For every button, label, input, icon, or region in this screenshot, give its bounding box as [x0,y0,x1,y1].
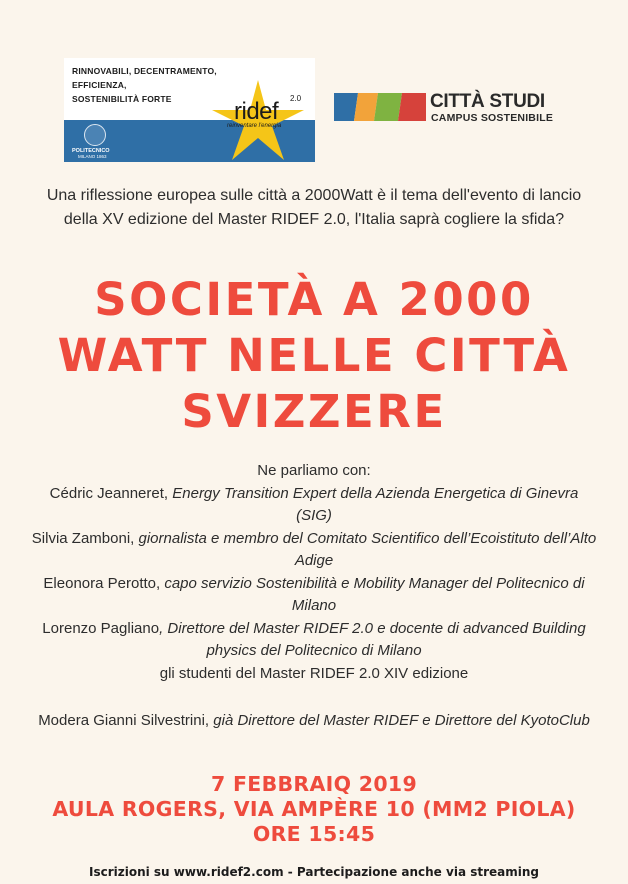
speakers-students: gli studenti del Master RIDEF 2.0 XIV edizione [159,664,469,682]
headline-line-1: SOCIETÀ A 2000 [94,273,534,326]
citta-studi-bars-icon [334,93,426,121]
speaker-name: Silvia Zamboni, [31,529,139,547]
ridef-tagline-line-1: RINNOVABILI, DECENTRAMENTO, EFFICIENZA, [72,66,217,90]
speaker-item [30,528,598,573]
citta-studi-subtitle: CAMPUS SOSTENIBILE [431,112,554,124]
speaker-item [30,573,598,618]
speaker-name: Lorenzo Pagliano [42,619,160,637]
politecnico-sub-label: MILANO 1863 [78,154,107,159]
speaker-name: Cédric Jeanneret, [49,484,173,502]
ridef-tagline-line-2: SOSTENIBILITÀ FORTE [72,94,172,104]
speaker-role: capo servizio Sostenibilità e Mobility Manager del Politecnico di Milano [164,574,585,614]
intro-text: Una riflessione europea sulle città a 2000Watt è il tema dell'evento di lancio della XV edizione del Master RIDEF 2.0, l'Italia saprà cogliere la sfida? [46,187,582,228]
ridef-subtitle: reinventare l'energia [227,123,282,129]
event-location: AULA ROGERS, VIA AMPÈRE 10 (MM2 PIOLA) [52,797,576,821]
speaker-name: Eleonora Perotto, [43,574,165,592]
speaker-role: , Direttore del Master RIDEF 2.0 e docente di advanced Building physics del Politecnico di Milano [159,619,586,659]
citta-studi-title: CITTÀ STUDI [430,91,545,112]
speakers-section [30,460,598,685]
headline [20,272,608,440]
ridef-version: 2.0 [290,94,302,103]
politecnico-label: POLITECNICO [72,148,110,154]
event-date: 7 FEBBRAIQ 2019 [210,772,418,796]
ridef-wordmark: ridef [234,98,279,125]
ridef-logo [64,58,315,162]
speaker-item [30,483,598,528]
headline-line-3: SVIZZERE [181,385,447,438]
event-details [20,772,608,847]
citta-studi-logo [334,90,574,124]
speaker-role: Energy Transition Expert della Azienda Energetica di Ginevra (SIG) [172,484,579,524]
speakers-heading: Ne parliamo con: [257,462,371,479]
speaker-role: giornalista e membro del Comitato Scientifico dell’Ecoistituto dell’Alto Adige [138,529,597,569]
speaker-item [30,618,598,663]
headline-line-2: WATT NELLE CITTÀ [57,329,571,382]
registration-footer: Iscrizioni su www.ridef2.com - Partecipazione anche via streaming [88,865,539,879]
moderator-name: Modera Gianni Silvestrini, [38,712,214,729]
moderator-role: già Direttore del Master RIDEF e Direttore del KyotoClub [213,712,590,729]
politecnico-name [72,148,110,159]
politecnico-seal-icon [84,124,106,146]
moderator [30,709,598,732]
event-time: ORE 15:45 [252,822,376,846]
